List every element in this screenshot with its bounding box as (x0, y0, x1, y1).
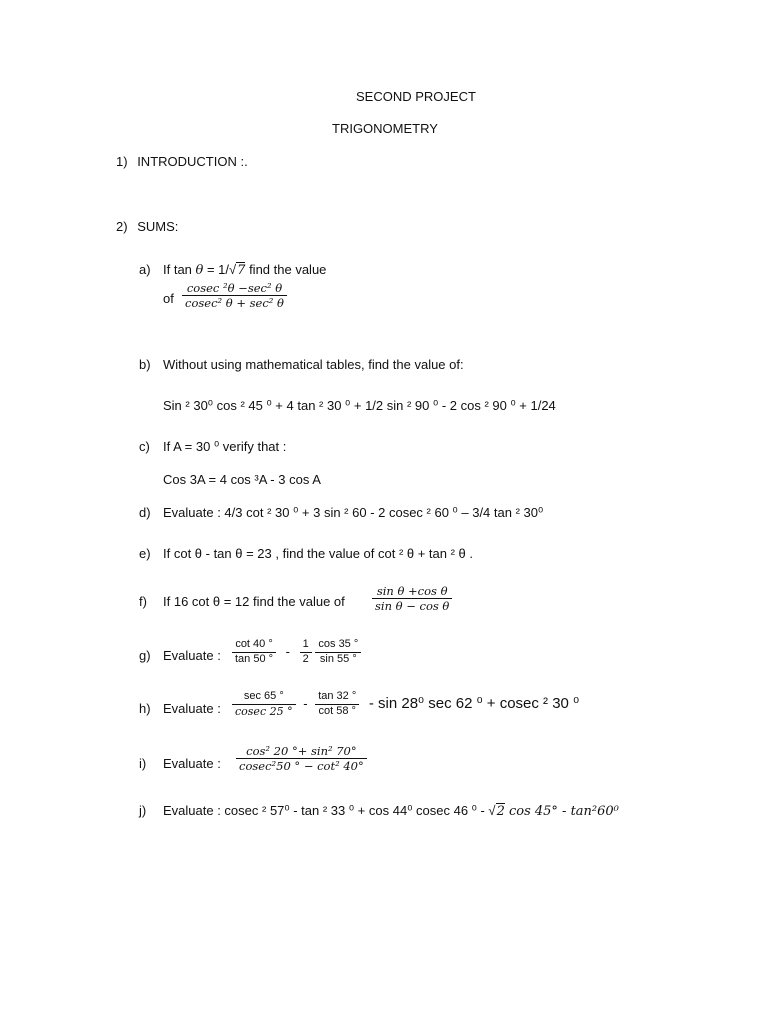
question-c-expression: Cos 3A = 4 cos ³A - 3 cos A (163, 472, 321, 487)
document-title: SECOND PROJECT (356, 89, 476, 104)
question-i-text: Evaluate : (163, 756, 221, 771)
question-g-expression: $\frac{\cot 40 ^\circ}{\tan 50 ^\circ}$ - $\frac{1}{2}$ $\frac{\cos 35 ^\circ}{\sin 55 ^\circ}$ (232, 638, 361, 667)
question-b-label: b) (139, 357, 151, 372)
question-c-label: c) (139, 439, 150, 454)
question-j-label: j) (139, 803, 147, 818)
document-subtitle: TRIGONOMETRY (332, 121, 438, 136)
question-i-label: i) (139, 756, 147, 771)
question-c-text: If A = 30 ⁰ verify that : (163, 439, 287, 454)
question-g-text: Evaluate : (163, 648, 221, 663)
section-number: 2) (116, 219, 128, 234)
question-f-fraction: $\frac{\text{sin θ +cos θ}}{\text{sin θ − cos θ}}$ (372, 584, 452, 614)
question-d-label: d) (139, 505, 151, 520)
section-heading: INTRODUCTION :. (137, 154, 248, 169)
question-g-label: g) (139, 648, 151, 663)
question-h-label: h) (139, 701, 151, 716)
question-e-label: e) (139, 546, 151, 561)
question-f-text: If 16 cot θ = 12 find the value of (163, 594, 345, 609)
question-e-text: If cot θ - tan θ = 23 , find the value of cot ² θ + tan ² θ . (163, 546, 474, 561)
question-f-label: f) (139, 594, 147, 609)
section-introduction (116, 154, 248, 169)
question-b-text: Without using mathematical tables, find the value of: (163, 357, 464, 372)
question-a-text: If tan θ = 1/√7 find the value (163, 262, 327, 278)
question-h-text: Evaluate : (163, 701, 221, 716)
question-a-label: a) (139, 262, 151, 277)
section-sums (116, 219, 178, 234)
question-i-fraction: $\frac{\text{cos² 20 °+ sin² 70°}}{\text{cosec²50 ° − cot² 40°}}$ (236, 744, 367, 774)
question-h-expression: $\frac{\sec 65 ^\circ}{cosec 25 ^\circ}$ - $\frac{\tan 32 ^\circ}{\cot 58 ^\circ}$ - sin 28⁰ sec 62 ⁰ + cosec ² 30 ⁰ (232, 690, 579, 719)
question-b-expression: Sin ² 30⁰ cos ² 45 ⁰ + 4 tan ² 30 ⁰ + 1/2 sin ² 90 ⁰ - 2 cos ² 90 ⁰ + 1/24 (163, 398, 556, 413)
section-number: 1) (116, 154, 128, 169)
question-j-text: Evaluate : cosec ² 57⁰ - tan ² 33 ⁰ + cos 44⁰ cosec 46 ⁰ - √2 cos 45° - tan²60⁰ (163, 803, 619, 819)
question-a-fraction: $\frac{\text{cosec ²θ −sec² θ}}{\text{cosec² θ + sec² θ}}$ (182, 281, 287, 311)
question-d-text: Evaluate : 4/3 cot ² 30 ⁰ + 3 sin ² 60 - 2 cosec ² 60 ⁰ – 3/4 tan ² 30⁰ (163, 505, 544, 520)
question-a-of: of (163, 291, 174, 306)
section-heading: SUMS: (137, 219, 179, 234)
